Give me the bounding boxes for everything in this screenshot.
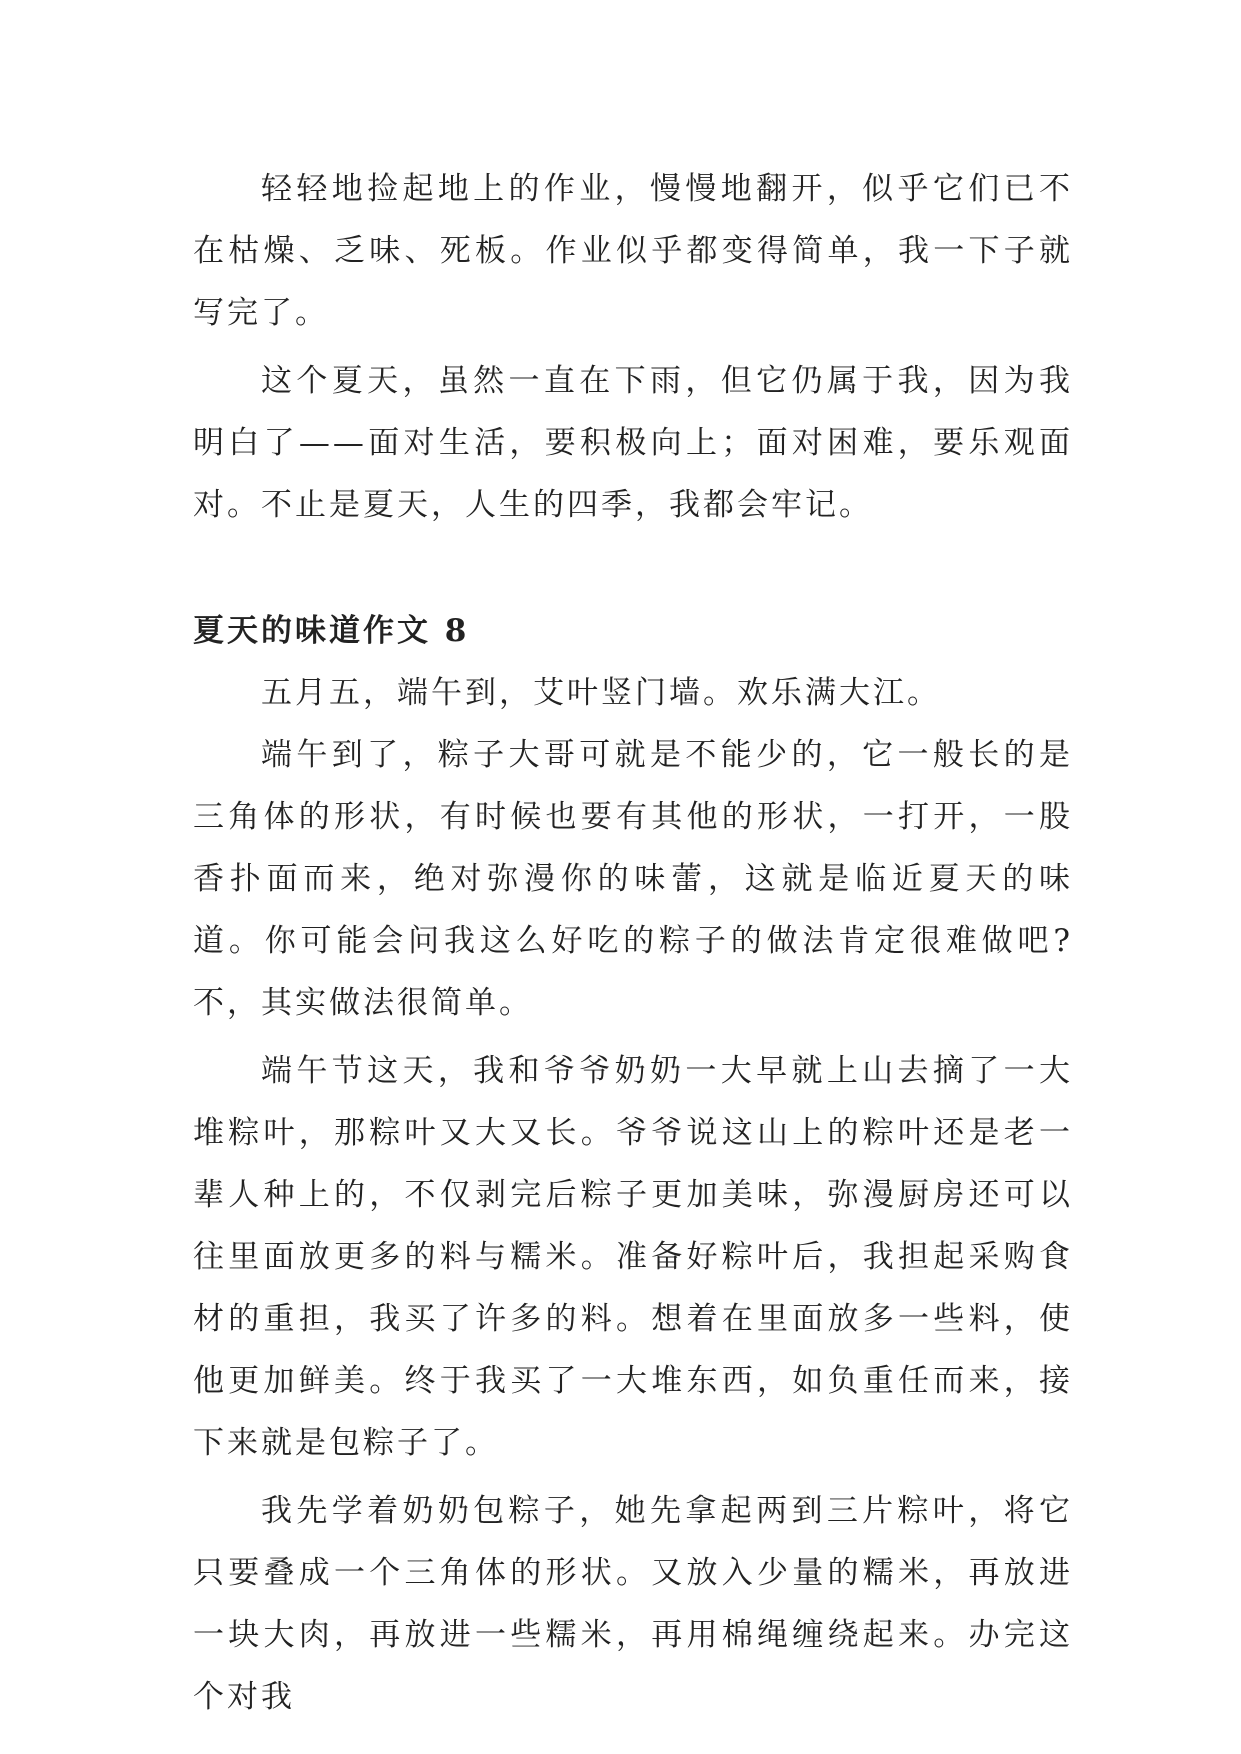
paragraph: 这个夏天，虽然一直在下雨，但它仍属于我，因为我明白了——面对生活，要积极向上；面对困难，要乐观面对。不止是夏天，人生的四季，我都会牢记。 [193,363,1073,523]
document-page [193,158,1073,1728]
section-heading: 夏天的味道作文 8 [193,613,470,649]
paragraph: 轻轻地捡起地上的作业，慢慢地翻开，似乎它们已不在枯燥、乏味、死板。作业似乎都变得简单，我一下子就写完了。 [193,171,1073,331]
paragraph: 我先学着奶奶包粽子，她先拿起两到三片粽叶，将它只要叠成一个三角体的形状。又放入少量的糯米，再放进一块大肉，再放进一些糯米，再用棉绳缠绕起来。办完这个对我 [193,1493,1073,1715]
paragraph: 五月五，端午到，艾叶竖门墙。欢乐满大江。 [261,675,941,711]
paragraph: 端午节这天，我和爷爷奶奶一大早就上山去摘了一大堆粽叶，那粽叶又大又长。爷爷说这山上的粽叶还是老一辈人种上的，不仅剥完后粽子更加美味，弥漫厨房还可以往里面放更多的料与糯米。准备好粽叶后，我担起采购食材的重担，我买了许多的料。想着在里面放多一些料，使他更加鲜美。终于我买了一大堆东西，如负重任而来，接下来就是包粽子了。 [193,1053,1073,1461]
paragraph: 端午到了，粽子大哥可就是不能少的，它一般长的是三角体的形状，有时候也要有其他的形状，一打开，一股香扑面而来，绝对弥漫你的味蕾，这就是临近夏天的味道。你可能会问我这么好吃的粽子的做法肯定很难做吧?不，其实做法很简单。 [193,737,1073,1021]
